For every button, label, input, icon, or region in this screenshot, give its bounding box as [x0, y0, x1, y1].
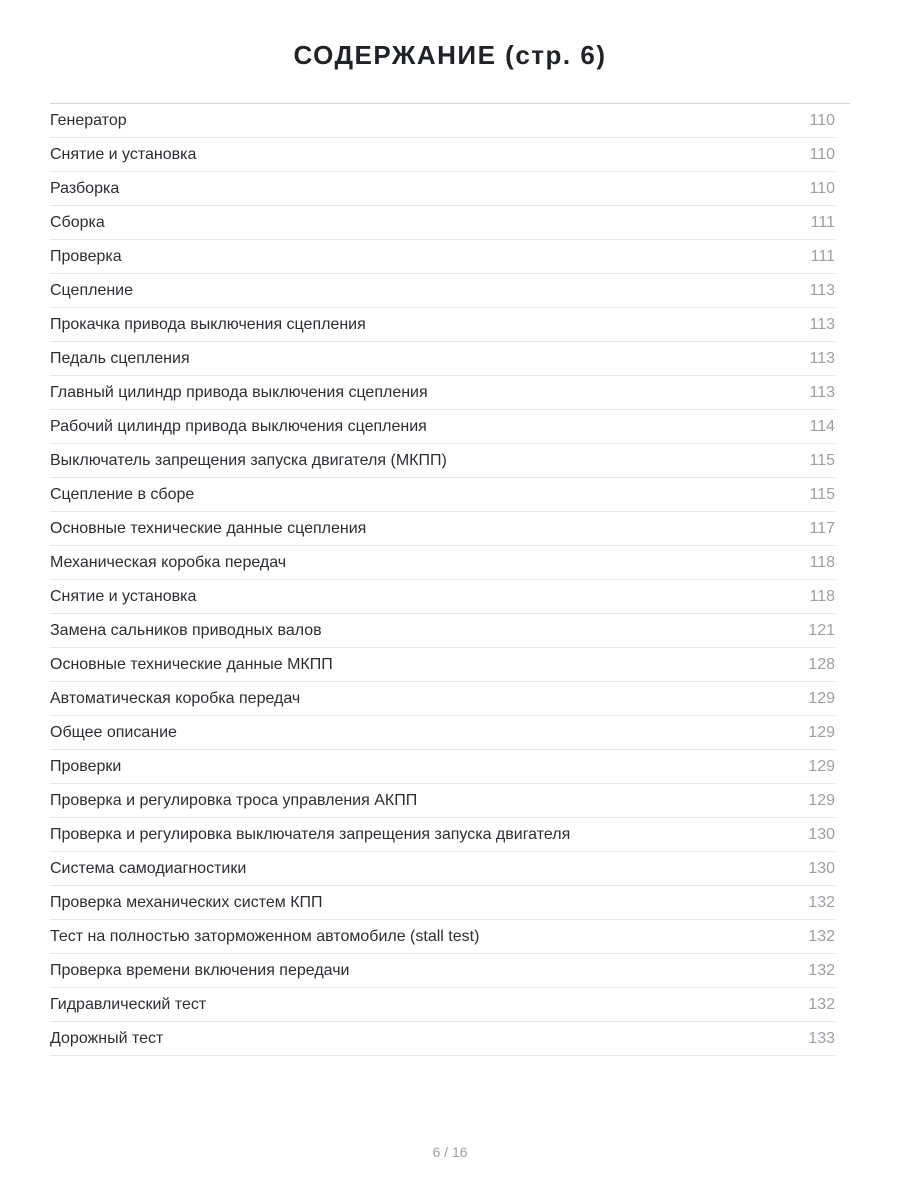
toc-row[interactable] [50, 682, 835, 716]
toc-entry-page: 121 [808, 621, 835, 639]
toc-row[interactable] [50, 410, 835, 444]
toc-row[interactable] [50, 478, 835, 512]
toc-entry-page: 118 [809, 553, 835, 571]
toc-entry-page: 133 [808, 1029, 835, 1047]
toc-entry-page: 111 [810, 247, 835, 265]
toc-entry-label: Проверка и регулировка троса управления АКПП [50, 791, 418, 809]
toc-row[interactable] [50, 750, 835, 784]
toc-entry-page: 118 [809, 587, 835, 605]
toc-entry-label: Снятие и установка [50, 145, 197, 163]
toc-entry-page: 132 [808, 995, 835, 1013]
toc-row[interactable] [50, 512, 835, 546]
toc-entry-label: Педаль сцепления [50, 349, 190, 367]
toc-row[interactable] [50, 376, 835, 410]
toc-row[interactable] [50, 852, 835, 886]
toc-entry-page: 132 [808, 893, 835, 911]
toc-entry-label: Автоматическая коробка передач [50, 689, 301, 707]
toc-entry-page: 128 [808, 655, 835, 673]
toc-row[interactable] [50, 206, 835, 240]
toc-entry-label: Выключатель запрещения запуска двигателя (МКПП) [50, 451, 447, 469]
toc-entry-label: Проверка и регулировка выключателя запрещения запуска двигателя [50, 825, 571, 843]
toc-entry-label: Гидравлический тест [50, 995, 207, 1013]
toc-row[interactable] [50, 580, 835, 614]
toc-entry-label: Проверка [50, 247, 122, 265]
toc-row[interactable] [50, 784, 835, 818]
toc-row[interactable] [50, 886, 835, 920]
toc-entry-page: 111 [810, 213, 835, 231]
toc-entry-label: Сцепление в сборе [50, 485, 195, 503]
toc-entry-page: 110 [809, 145, 835, 163]
toc-row[interactable] [50, 342, 835, 376]
toc-row[interactable] [50, 546, 835, 580]
toc-entry-page: 110 [809, 111, 835, 129]
toc-entry-label: Главный цилиндр привода выключения сцепления [50, 383, 428, 401]
toc-row[interactable] [50, 172, 835, 206]
toc-entry-page: 129 [808, 689, 835, 707]
toc-entry-label: Сборка [50, 213, 105, 231]
toc-entry-label: Замена сальников приводных валов [50, 621, 322, 639]
toc-entry-label: Дорожный тест [50, 1029, 164, 1047]
toc-entry-label: Система самодиагностики [50, 859, 247, 877]
toc-entry-label: Общее описание [50, 723, 177, 741]
toc-entry-label: Прокачка привода выключения сцепления [50, 315, 366, 333]
toc-entry-label: Проверки [50, 757, 122, 775]
toc-row[interactable] [50, 648, 835, 682]
toc-entry-page: 117 [809, 519, 835, 537]
toc-entry-label: Основные технические данные сцепления [50, 519, 367, 537]
toc-entry-label: Снятие и установка [50, 587, 197, 605]
toc-entry-label: Рабочий цилиндр привода выключения сцепления [50, 417, 427, 435]
toc-entry-page: 129 [808, 723, 835, 741]
toc-row[interactable] [50, 1022, 835, 1056]
toc-row[interactable] [50, 818, 835, 852]
toc-row[interactable] [50, 920, 835, 954]
toc-entry-label: Генератор [50, 111, 127, 129]
toc-row[interactable] [50, 954, 835, 988]
toc-row[interactable] [50, 988, 835, 1022]
toc-entry-page: 132 [808, 961, 835, 979]
toc-row[interactable] [50, 308, 835, 342]
toc-entry-page: 129 [808, 757, 835, 775]
toc-row[interactable] [50, 138, 835, 172]
toc-list [50, 104, 835, 1056]
toc-row[interactable] [50, 104, 835, 138]
toc-entry-page: 114 [809, 417, 835, 435]
page-number-indicator: 6 / 16 [432, 1144, 468, 1160]
toc-entry-page: 113 [809, 315, 835, 333]
toc-row[interactable] [50, 274, 835, 308]
toc-row[interactable] [50, 716, 835, 750]
toc-entry-page: 129 [808, 791, 835, 809]
toc-entry-page: 113 [809, 281, 835, 299]
toc-row[interactable] [50, 614, 835, 648]
toc-entry-page: 113 [809, 383, 835, 401]
toc-entry-page: 130 [808, 859, 835, 877]
toc-entry-label: Тест на полностью заторможенном автомобиле (stall test) [50, 927, 480, 945]
toc-entry-label: Сцепление [50, 281, 134, 299]
toc-row[interactable] [50, 240, 835, 274]
page-title: СОДЕРЖАНИЕ (стр. 6) [293, 40, 607, 70]
toc-entry-page: 110 [809, 179, 835, 197]
toc-entry-page: 115 [809, 485, 835, 503]
toc-row[interactable] [50, 444, 835, 478]
toc-entry-label: Проверка времени включения передачи [50, 961, 350, 979]
toc-entry-page: 130 [808, 825, 835, 843]
toc-entry-label: Разборка [50, 179, 120, 197]
toc-entry-label: Основные технические данные МКПП [50, 655, 333, 673]
toc-entry-page: 115 [809, 451, 835, 469]
toc-entry-page: 113 [809, 349, 835, 367]
toc-entry-label: Механическая коробка передач [50, 553, 287, 571]
toc-entry-page: 132 [808, 927, 835, 945]
toc-entry-label: Проверка механических систем КПП [50, 893, 323, 911]
